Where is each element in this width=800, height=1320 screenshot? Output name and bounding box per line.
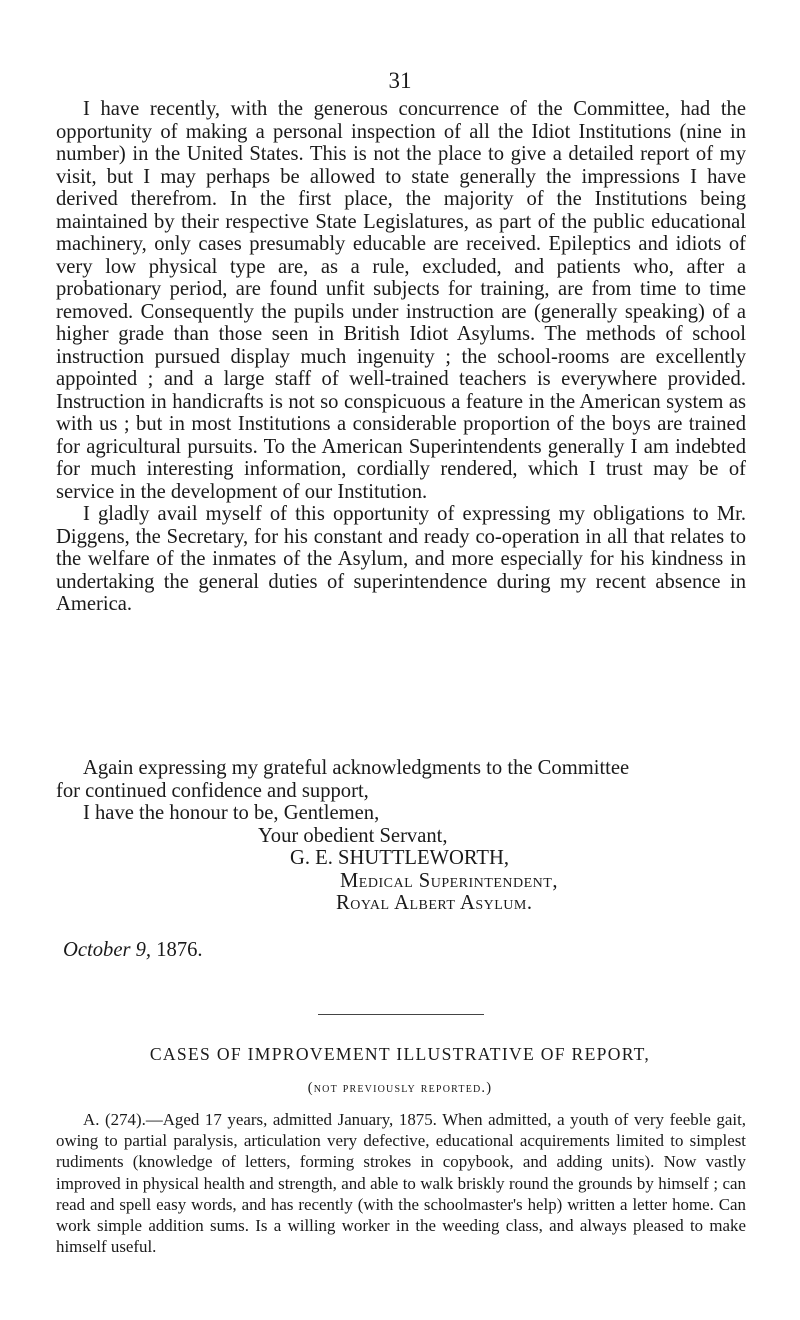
case-entry: A. (274).—Aged 17 years, admitted January, 1875. When admitted, a youth of very feeble gait, owing to partial paralysis, articulation very defective, educational acquirements limited to simplest rudiments (knowledge of letters, forming strokes in copybook, and adding units). Now vastly improved in physical health and strength, and able to walk briskly round the grounds by himself ; can read and spell easy words, and has recently (with the schoolmaster's help) written a letter home. Can work simple addition sums. Is a willing worker in the weeding class, and always pleased to make himself useful. <box>56 1110 746 1257</box>
closing-salutation: I have the honour to be, Gentlemen, <box>83 802 380 824</box>
date-year: 1876. <box>156 939 203 961</box>
closing-servant: Your obedient Servant, <box>258 824 448 847</box>
section-subheading: (not previously reported.) <box>307 1080 493 1096</box>
paragraph-acknowledgement-secretary: I gladly avail myself of this opportunity of expressing my obligations to Mr. Diggens, the Secretary, for his constant and ready co-operation in all that relates to the welfare of the inmates of the Asylum, and more especially for his kindness in undertaking the general duties of superintendence during my recent absence in America. <box>56 503 746 615</box>
section-heading: CASES OF IMPROVEMENT ILLUSTRATIVE OF REPORT, <box>149 1044 651 1064</box>
letter-closing <box>56 757 746 915</box>
signature: G. E. SHUTTLEWORTH, <box>290 847 509 869</box>
letter-date <box>63 939 203 962</box>
closing-line: for continued confidence and support, <box>56 779 369 802</box>
signatory-institution: Royal Albert Asylum. <box>336 892 533 914</box>
page-number: 31 <box>388 68 412 93</box>
case-report <box>56 1109 746 1257</box>
closing-line: Again expressing my grateful acknowledgments to the Committee <box>83 757 630 779</box>
date-month-day: October 9, <box>63 939 152 961</box>
section-divider <box>318 1014 484 1015</box>
paragraph-american-institutions: I have recently, with the generous concurrence of the Committee, had the opportunity of making a personal inspection of all the Idiot Institutions (nine in number) in the United States. This is not the place to give a detailed report of my visit, but I may perhaps be allowed to state generally the impressions I have derived therefrom. In the first place, the majority of the Institutions being maintained by their respective State Legislatures, as part of the public educational machinery, only cases presumably educable are received. Epileptics and idiots of very low physical type are, as a rule, excluded, and patients who, after a probationary period, are found unfit subjects for training, are from time to time removed. Consequently the pupils under instruction are (generally speaking) of a higher grade than those seen in British Idiot Asylums. The methods of school instruction pursued display much ingenuity ; the school-rooms are excellently appointed ; and a large staff of well-trained teachers is everywhere provided. Instruction in handicrafts is not so conspicuous a feature in the American system as with us ; but in most Institutions a considerable proportion of the boys are trained for agricultural pursuits. To the American Superintendents generally I am indebted for much interesting information, cordially rendered, which I trust may be of service in the development of our Institution. <box>56 98 746 503</box>
report-body <box>56 98 746 616</box>
signatory-title: Medical Superintendent, <box>340 869 558 892</box>
